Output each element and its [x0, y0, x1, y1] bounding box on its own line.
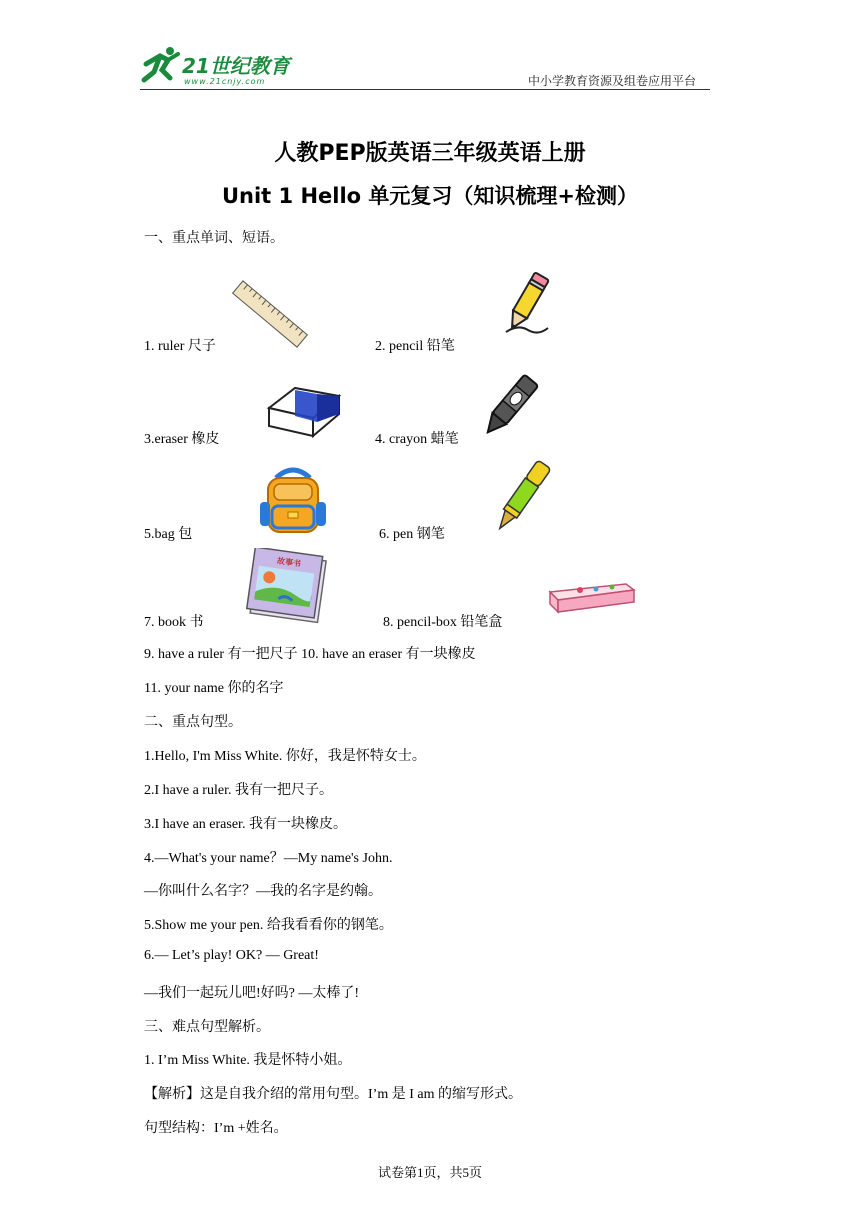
- runner-logo-icon: [140, 44, 180, 86]
- analysis-line: 【解析】这是自我介绍的常用句型。I’m 是 I am 的缩写形式。: [144, 1087, 522, 1102]
- sentence-line: 1.Hello, I'm Miss White. 你好，我是怀特女士。: [144, 749, 426, 764]
- section1-heading: 一、重点单词、短语。: [144, 231, 284, 246]
- header-divider: [140, 89, 710, 90]
- logo-main-text: 21世纪教育: [182, 54, 290, 78]
- word-item: 3.eraser 橡皮: [144, 432, 220, 447]
- backpack-icon: [258, 464, 328, 540]
- word-item: 4. crayon 蜡笔: [375, 432, 459, 447]
- section3-heading: 三、难点句型解析。: [144, 1020, 270, 1035]
- platform-label: 中小学教育资源及组卷应用平台: [528, 74, 697, 88]
- word-item: 8. pencil-box 铅笔盒: [383, 615, 503, 630]
- phrase-line: 9. have a ruler 有一把尺子 10. have an eraser 有一块橡皮: [144, 647, 476, 662]
- page-title: 人教PEP版英语三年级英语上册: [274, 141, 586, 166]
- eraser-icon: [265, 378, 343, 442]
- analysis-line: 句型结构：I’m +姓名。: [144, 1121, 288, 1136]
- word-item: 7. book 书: [144, 615, 204, 630]
- word-item: 6. pen 钢笔: [379, 527, 445, 542]
- pencil-box-icon: [544, 580, 636, 616]
- sentence-line: 2.I have a ruler. 我有一把尺子。: [144, 783, 333, 798]
- sentence-line: 6.— Let’s play! OK? — Great!: [144, 948, 319, 963]
- site-logo: [140, 44, 310, 90]
- book-cover-title: 故事书: [276, 556, 302, 569]
- ruler-icon: [232, 278, 308, 350]
- page-footer: 试卷第1页，共5页: [377, 1165, 482, 1180]
- logo-url-text: www.21cnjy.com: [184, 77, 266, 86]
- pencil-icon: [498, 268, 554, 340]
- sentence-line: 3.I have an eraser. 我有一块橡皮。: [144, 817, 347, 832]
- sentence-line: 4.—What's your name？—My name's John.: [144, 851, 393, 866]
- page-subtitle: Unit 1 Hello 单元复习（知识梳理+检测）: [221, 184, 639, 208]
- analysis-line: 1. I’m Miss White. 我是怀特小姐。: [144, 1053, 352, 1068]
- crayon-icon: [476, 372, 542, 442]
- word-item: 2. pencil 铅笔: [375, 339, 455, 354]
- pen-icon: [494, 456, 552, 538]
- word-item: 5.bag 包: [144, 527, 193, 542]
- sentence-line: —我们一起玩儿吧!好吗? —太棒了!: [144, 986, 360, 1001]
- sentence-line: 5.Show me your pen. 给我看看你的钢笔。: [144, 918, 393, 933]
- sentence-line: —你叫什么名字？—我的名字是约翰。: [144, 884, 382, 899]
- section2-heading: 二、重点句型。: [144, 715, 242, 730]
- phrase-line: 11. your name 你的名字: [144, 681, 284, 696]
- word-item: 1. ruler 尺子: [144, 339, 216, 354]
